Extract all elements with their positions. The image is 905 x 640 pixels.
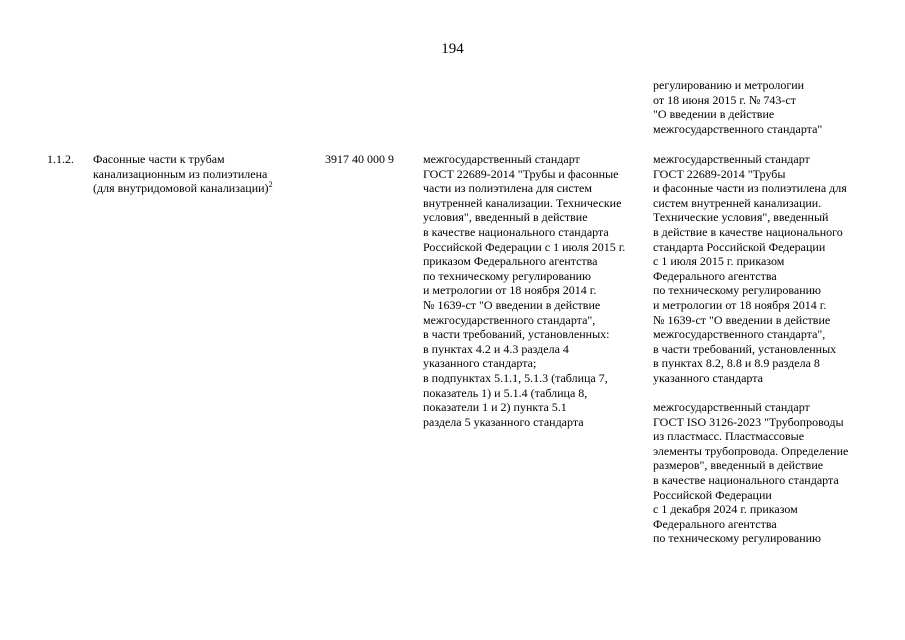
document-line: в пунктах 4.2 и 4.3 раздела 4: [423, 341, 569, 356]
continuation-line: от 18 июня 2015 г. № 743-ст: [653, 92, 796, 107]
product-name-line: Фасонные части к трубам: [93, 152, 225, 166]
product-name-line: канализационным из полиэтилена: [93, 166, 268, 181]
document-line: № 1639-ст "О введении в действие: [423, 297, 601, 312]
reference-line: размеров", введенный в действие: [653, 458, 824, 473]
document-line: межгосударственного стандарта",: [423, 312, 596, 327]
reference-line: в качестве национального стандарта: [653, 473, 839, 488]
reference-line: элементы трубопровода. Определение: [653, 443, 849, 458]
document-line: показатели 1 и 2) пункта 5.1: [423, 400, 567, 415]
reference-line: стандарта Российской Федерации: [653, 239, 826, 254]
document-line: указанного стандарта;: [423, 356, 537, 371]
document-line: приказом Федерального агентства: [423, 254, 598, 269]
document-line: части из полиэтилена для систем: [423, 181, 592, 196]
document-line: в качестве национального стандарта: [423, 224, 609, 239]
reference-line: с 1 июля 2015 г. приказом: [653, 254, 785, 269]
tn-ved-code: 3917 40 000 9: [325, 152, 394, 166]
reference-line: Технические условия", введенный: [653, 210, 829, 225]
footnote-marker: 2: [268, 180, 273, 190]
document-line: ГОСТ 22689-2014 "Трубы и фасонные: [423, 166, 619, 181]
continuation-line: межгосударственного стандарта": [653, 121, 823, 136]
reference-line: Федерального агентства: [653, 268, 777, 283]
reference-line: межгосударственного стандарта",: [653, 327, 826, 342]
reference-line: в пунктах 8.2, 8.8 и 8.9 раздела 8: [653, 356, 820, 371]
product-name-text: (для внутридомовой канализации): [93, 181, 269, 196]
reference-line: указанного стандарта: [653, 370, 763, 385]
document-line: по техническому регулированию: [423, 268, 592, 283]
standard-document: [423, 152, 648, 429]
reference-line: ГОСТ ISO 3126-2023 "Трубопроводы: [653, 414, 844, 429]
reference-standards: [653, 152, 893, 546]
reference-line: Федерального агентства: [653, 516, 777, 531]
document-line: раздела 5 указанного стандарта: [423, 414, 584, 429]
reference-line: и метрологии от 18 ноября 2014 г.: [653, 297, 827, 312]
reference-line: и фасонные части из полиэтилена для: [653, 181, 847, 196]
reference-line: из пластмасс. Пластмассовые: [653, 429, 805, 444]
reference-line: межгосударственный стандарт: [653, 152, 810, 166]
page-number: 194: [441, 41, 464, 57]
document-line: Российской Федерации с 1 июля 2015 г.: [423, 239, 626, 254]
continuation-line: регулированию и метрологии: [653, 78, 805, 92]
reference-line: с 1 декабря 2024 г. приказом: [653, 502, 798, 517]
document-line: показатель 1) и 5.1.4 (таблица 8,: [423, 385, 588, 400]
reference-line: ГОСТ 22689-2014 "Трубы: [653, 166, 786, 181]
reference-gap: [653, 386, 893, 401]
document-line: внутренней канализации. Технические: [423, 195, 622, 210]
product-name: [93, 152, 308, 196]
reference-line: № 1639-ст "О введении в действие: [653, 312, 831, 327]
document-line: межгосударственный стандарт: [423, 152, 580, 166]
reference-line: в части требований, установленных: [653, 341, 837, 356]
reference-line: по техническому регулированию: [653, 283, 822, 298]
document-line: условия", введенный в действие: [423, 210, 588, 225]
reference-line: межгосударственный стандарт: [653, 400, 810, 415]
product-name-line: [93, 181, 308, 196]
document-line: в подпунктах 5.1.1, 5.1.3 (таблица 7,: [423, 370, 608, 385]
continuation-line: "О введении в действие: [653, 107, 775, 122]
document-line: в части требований, установленных:: [423, 327, 610, 342]
reference-line: в действие в качестве национального: [653, 224, 843, 239]
document-line: и метрологии от 18 ноября 2014 г.: [423, 283, 597, 298]
reference-line: Российской Федерации: [653, 487, 772, 502]
continuation-text: [653, 78, 893, 136]
reference-line: по техническому регулированию: [653, 531, 822, 546]
row-number: 1.1.2.: [47, 152, 74, 166]
reference-line: систем внутренней канализации.: [653, 195, 822, 210]
